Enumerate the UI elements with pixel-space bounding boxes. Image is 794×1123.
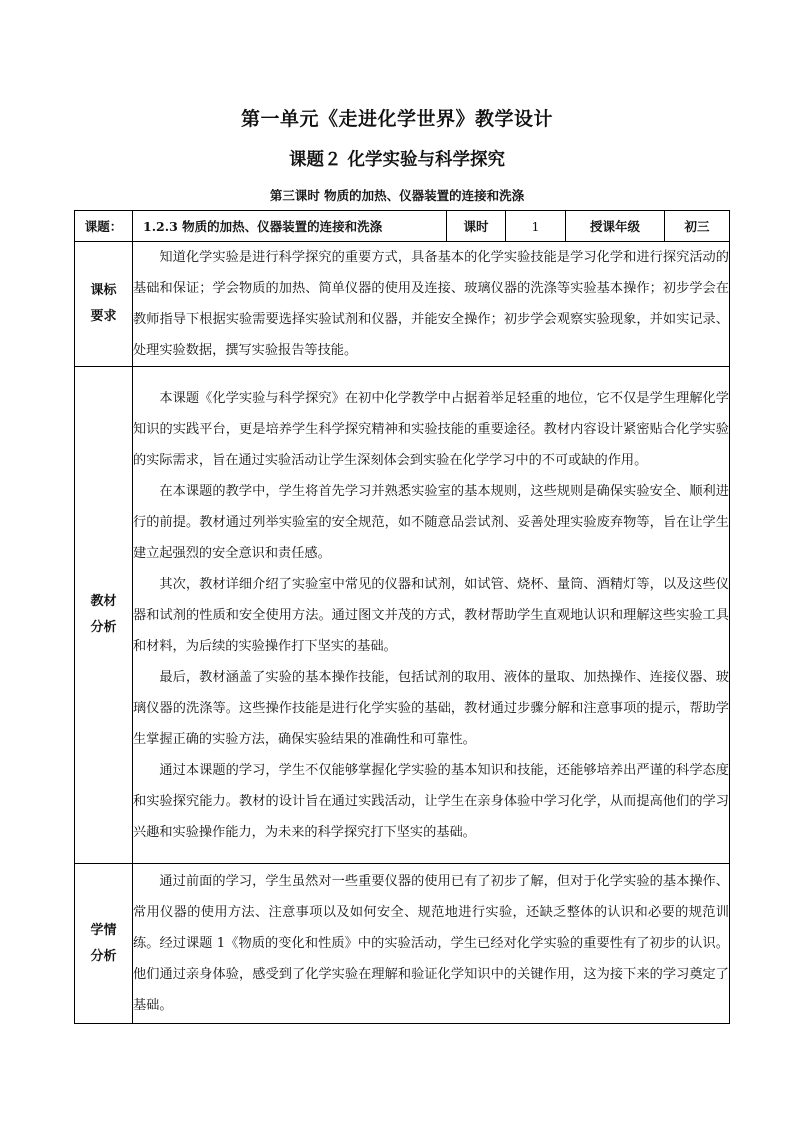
document-subtitle: 课题２ 化学实验与科学探究 <box>288 150 506 170</box>
document-title: 第一单元《走进化学世界》教学设计 <box>240 108 553 130</box>
paragraph: 在本课题的教学中，学生将首先学习并熟悉实验室的基本规则，这些规则是确保实验安全、顺利进行的前提。教材通过列举实验室的安全规范，如不随意品尝试剂、妥善处理实验废弃物等，旨在让学生建立起强烈的安全意识和责任感。 <box>133 483 729 561</box>
lesson-plan-table <box>74 210 730 1024</box>
paragraph: 知道化学实验是进行科学探究的重要方式，具备基本的化学实验技能是学习化学和进行探究活动的基础和保证；学会物质的加热、简单仪器的使用及连接、玻璃仪器的洗涤等实验基本操作；初步学会在教师指导下根据实验需要选择实验试剂和仪器，并能安全操作；初步学会观察实验现象，并如实记录、处理实验数据，撰写实验报告等技能。 <box>133 250 729 358</box>
section-label <box>75 864 133 1024</box>
section-label-line: 学情 <box>90 922 117 938</box>
course-value: 1.2.3 物质的加热、仪器装置的连接和洗涤 <box>133 211 447 242</box>
paragraph: 最后，教材涵盖了实验的基本操作技能，包括试剂的取用、液体的量取、加热操作、连接仪器、玻璃仪器的洗涤等。这些操作技能是进行化学实验的基础，教材通过步骤分解和注意事项的提示，帮助学生掌握正确的实验方法，确保实验结果的准确性和可靠性。 <box>133 669 729 747</box>
course-label: 课题： <box>75 211 133 242</box>
section-label <box>75 242 133 367</box>
paragraph: 其次，教材详细介绍了实验室中常见的仪器和试剂，如试管、烧杯、量筒、酒精灯等，以及这些仪器和试剂的性质和安全使用方法。通过图文并茂的方式，教材帮助学生直观地认识和理解这些实验工具和材料，为后续的实验操作打下坚实的基础。 <box>133 576 729 654</box>
section-label-line: 要求 <box>90 309 117 324</box>
paragraph: 通过本课题的学习，学生不仅能够掌握化学实验的基本知识和技能，还能够培养出严谨的科学态度和实验探究能力。教材的设计旨在通过实践活动，让学生在亲身体验中学习化学，从而提高他们的学习兴趣和实验操作能力，为未来的科学探究打下坚实的基础。 <box>133 762 729 840</box>
section-label-line: 课标 <box>90 283 117 298</box>
period-value: 1 <box>506 211 566 242</box>
lesson-subtitle: 第三课时 物质的加热、仪器装置的连接和洗涤 <box>269 188 525 203</box>
section-row-standards <box>75 242 730 367</box>
section-content <box>133 242 730 367</box>
grade-label: 授课年级 <box>566 211 665 242</box>
grade-value: 初三 <box>665 211 730 242</box>
section-label-line: 分析 <box>90 620 117 635</box>
section-content <box>133 864 730 1024</box>
paragraph: 本课题《化学实验与科学探究》在初中化学教学中占据着举足轻重的地位，它不仅是学生理解化学知识的实践平台，更是培养学生科学探究精神和实验技能的重要途径。教材内容设计紧密贴合化学实验的实际需求，旨在通过实验活动让学生深刻体会到实验在化学学习中的不可或缺的作用。 <box>133 390 729 468</box>
section-label-line: 分析 <box>90 948 117 964</box>
section-row-students <box>75 864 730 1024</box>
section-row-textbook <box>75 367 730 864</box>
section-label-line: 教材 <box>90 594 117 609</box>
info-row <box>75 211 730 242</box>
period-label: 课时 <box>447 211 506 242</box>
section-label <box>75 367 133 864</box>
section-content <box>133 367 730 864</box>
paragraph: 通过前面的学习，学生虽然对一些重要仪器的使用已有了初步了解，但对于化学实验的基本操作、常用仪器的使用方法、注意事项以及如何安全、规范地进行实验，还缺乏整体的认识和必要的规范训练。经过课题 1《物质的变化和性质》中的实验活动，学生已经对化学实验的重要性有了初步的认识。他们通过亲身体验，感受到了化学实验在理解和验证化学知识中的关键作用，这为接下来的学习奠定了基础。 <box>133 874 729 1013</box>
